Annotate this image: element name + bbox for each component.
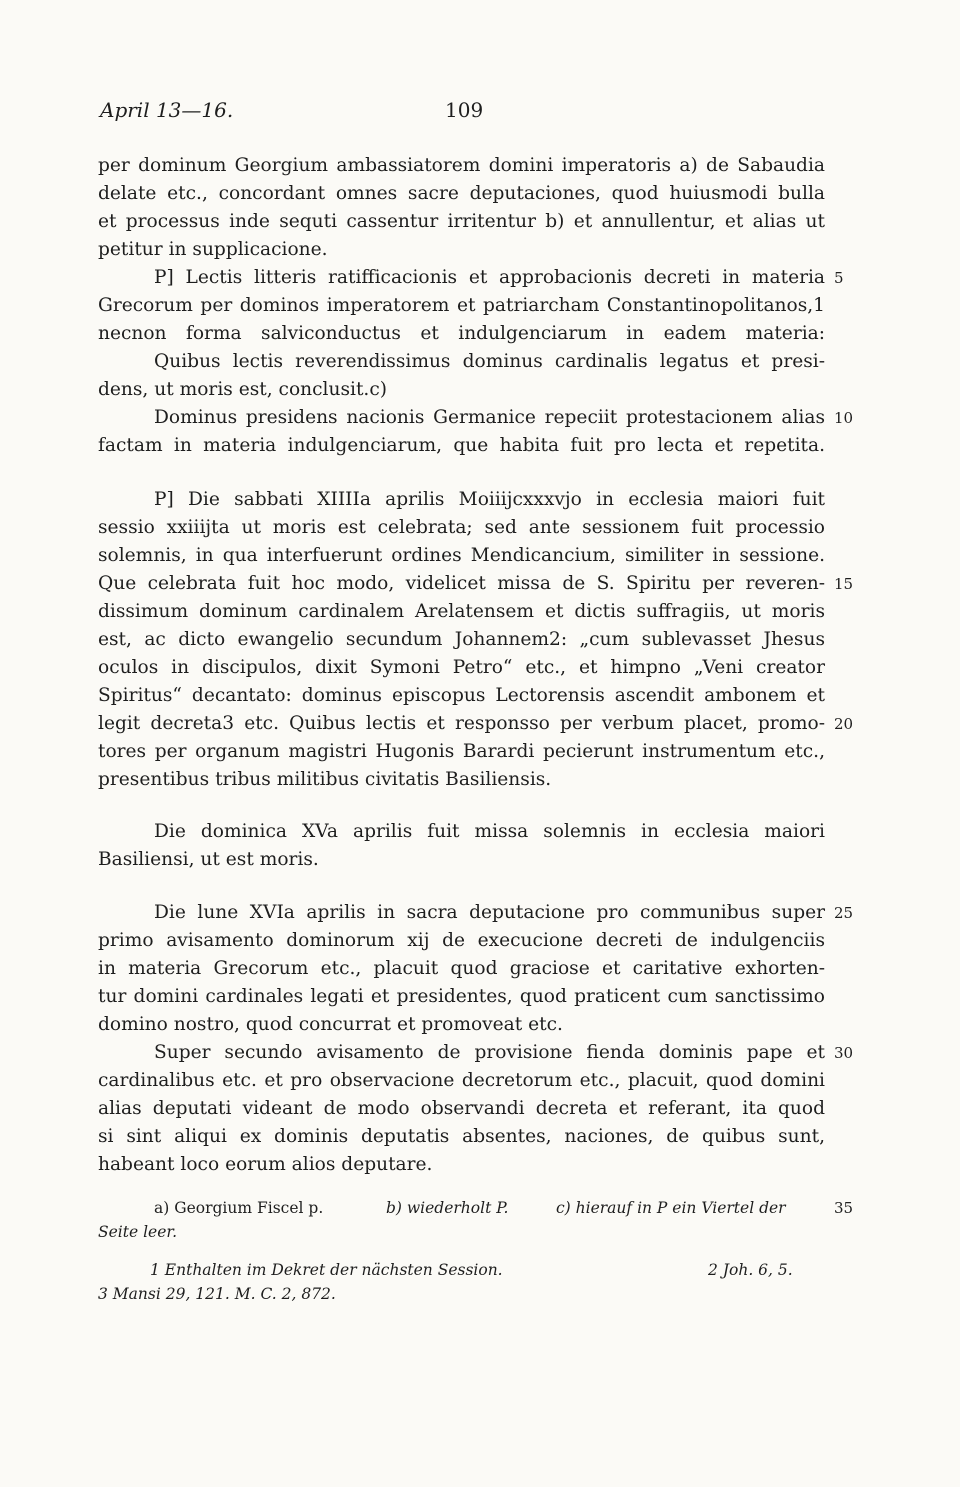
text-line: legit decreta3 etc. Quibus lectis et responsso per verbum placet, promo-	[98, 713, 825, 734]
footnote-b: b) wiederholt P.	[386, 1199, 509, 1217]
text-line: solemnis, in qua interfuerunt ordines Mendicancium, similiter in sessione.	[98, 545, 825, 566]
text-line: Spiritus“ decantato: dominus episcopus Lectorensis ascendit ambonem et	[98, 685, 825, 706]
paragraph-block-4	[98, 899, 825, 1179]
footnote-c-continued: Seite leer.	[98, 1223, 178, 1241]
critical-apparatus	[98, 1196, 825, 1244]
footnote-2: 2 Joh. 6, 5.	[708, 1261, 793, 1279]
text-line: Que celebrata fuit hoc modo, videlicet missa de S. Spiritu per reveren-	[98, 573, 825, 594]
text-line: petitur in supplicacione.	[98, 239, 328, 260]
margin-line-number: 20	[834, 715, 854, 733]
margin-line-number: 25	[834, 904, 854, 922]
text-line: Dominus presidens nacionis Germanice repeciit protestacionem alias	[154, 407, 825, 428]
margin-line-number: 5	[834, 269, 844, 287]
text-line: et processus inde sequti cassentur irritentur b) et annullentur, et alias ut	[98, 211, 825, 232]
text-line: sessio xxiiijta ut moris est celebrata; sed ante sessionem fuit processio	[98, 517, 825, 538]
text-line: in materia Grecorum etc., placuit quod graciose et caritative exhorten-	[98, 958, 825, 979]
text-line: oculos in discipulos, dixit Symoni Petro“ etc., et himpno „Veni creator	[98, 657, 825, 678]
paragraph-block-2	[98, 486, 825, 794]
margin-line-number: 15	[834, 575, 854, 593]
text-line: delate etc., concordant omnes sacre deputaciones, quod huiusmodi bulla	[98, 183, 825, 204]
text-line: Grecorum per dominos imperatorem et patriarcham Constantinopolitanos,1	[98, 295, 825, 316]
footnote-3: 3 Mansi 29, 121. M. C. 2, 872.	[98, 1285, 336, 1303]
paragraph-block-1	[98, 152, 825, 460]
text-line: alias deputati videant de modo observandi decreta et referant, ita quod	[98, 1098, 825, 1119]
text-line: P] Die sabbati XIIIIa aprilis Moiiijcxxxvjo in ecclesia maiori fuit	[154, 489, 825, 510]
footnote-1: 1 Enthalten im Dekret der nächsten Session.	[150, 1261, 503, 1279]
text-line: tores per organum magistri Hugonis Barardi pecierunt instrumentum etc.,	[98, 741, 825, 762]
text-line: Basiliensi, ut est moris.	[98, 849, 319, 870]
text-line: est, ac dicto ewangelio secundum Johannem2: „cum sublevasset Jhesus	[98, 629, 825, 650]
margin-line-number: 35	[834, 1199, 854, 1217]
margin-line-number: 30	[834, 1044, 854, 1062]
text-line: factam in materia indulgenciarum, que habita fuit pro lecta et repetita.	[98, 435, 825, 456]
text-line: si sint aliqui ex dominis deputatis absentes, naciones, de quibus sunt,	[98, 1126, 825, 1147]
text-line: Quibus lectis reverendissimus dominus cardinalis legatus et presi-	[154, 351, 825, 372]
text-line: presentibus tribus militibus civitatis Basiliensis.	[98, 769, 552, 790]
text-line: dissimum dominum cardinalem Arelatensem et dictis suffragiis, ut moris	[98, 601, 825, 622]
text-line: domino nostro, quod concurrat et promoveat etc.	[98, 1014, 563, 1035]
text-line: Die lune XVIa aprilis in sacra deputacione pro communibus super	[154, 902, 825, 923]
paragraph-block-3	[98, 818, 825, 874]
text-line: Super secundo avisamento de provisione fienda dominis pape et	[154, 1042, 825, 1063]
running-head	[100, 98, 825, 128]
text-line: cardinalibus etc. et pro observacione decretorum etc., placuit, quod domini	[98, 1070, 825, 1091]
text-line: per dominum Georgium ambassiatorem domini imperatoris a) de Sabaudia	[98, 155, 825, 176]
text-line: primo avisamento dominorum xij de execucione decreti de indulgenciis	[98, 930, 825, 951]
text-line: tur domini cardinales legati et presidentes, quod praticent cum sanctissimo	[98, 986, 825, 1007]
text-line: necnon forma salviconductus et indulgenciarum in eadem materia:	[98, 323, 825, 344]
text-line: Die dominica XVa aprilis fuit missa solemnis in ecclesia maiori	[154, 821, 825, 842]
footnote-c: c) hierauf in P ein Viertel der	[556, 1199, 786, 1217]
source-footnotes	[98, 1258, 825, 1306]
page-number: 109	[445, 98, 484, 122]
running-head-date-range: April 13—16.	[100, 98, 234, 122]
text-line: P] Lectis litteris ratifficacionis et approbacionis decreti in materia	[154, 267, 825, 288]
footnote-a: a) Georgium Fiscel p.	[154, 1199, 324, 1217]
margin-line-number: 10	[834, 409, 854, 427]
text-line: dens, ut moris est, conclusit.c)	[98, 379, 388, 400]
text-line: habeant loco eorum alios deputare.	[98, 1154, 433, 1175]
